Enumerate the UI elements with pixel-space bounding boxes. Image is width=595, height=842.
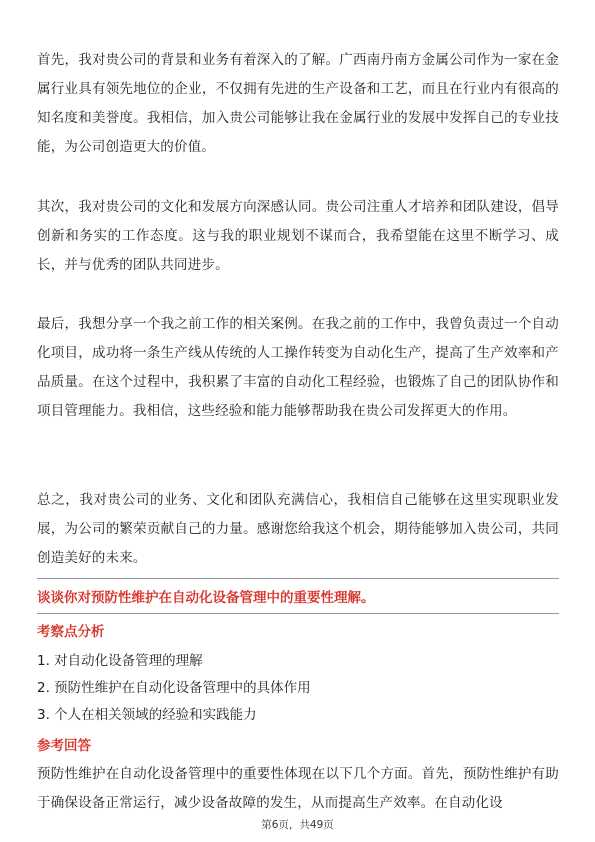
paragraph-summary: 总之，我对贵公司的业务、文化和团队充满信心，我相信自己能够在这里实现职业发展，为公司的繁荣贡献自己的力量。感谢您给我这个机会，期待能够加入贵公司，共同创造美好的未来。 (37, 492, 559, 566)
question-heading: 谈谈你对预防性维护在自动化设备管理中的重要性理解。 (37, 590, 375, 606)
paragraph-case: 最后，我想分享一个我之前工作的相关案例。在我之前的工作中，我曾负责过一个自动化项目，成功将一条生产线从传统的人工操作转变为自动化生产，提高了生产效率和产品质量。在这个过程中，我积累了丰富的自动化工程经验，也锻炼了自己的团队协作和项目管理能力。我相信，这些经验和能力能够帮助我在贵公司发挥更大的作用。 (37, 316, 559, 419)
analysis-point: 1. 对自动化设备管理的理解 (37, 653, 203, 669)
analysis-title: 考察点分析 (37, 624, 105, 640)
divider-bottom (37, 613, 559, 614)
reference-answer: 预防性维护在自动化设备管理中的重要性体现在以下几个方面。首先，预防性维护有助于确保设备正常运行，减少设备故障的发生，从而提高生产效率。在自动化设 (37, 766, 559, 811)
divider-top (37, 578, 559, 579)
analysis-point: 3. 个人在相关领域的经验和实践能力 (37, 707, 257, 723)
analysis-point: 2. 预防性维护在自动化设备管理中的具体作用 (37, 680, 311, 696)
page-number: 第6页，共49页 (261, 819, 334, 831)
paragraph-culture: 其次，我对贵公司的文化和发展方向深感认同。贵公司注重人才培养和团队建设，倡导创新和务实的工作态度。这与我的职业规划不谋而合，我希望能在这里不断学习、成长，并与优秀的团队共同进步。 (37, 199, 559, 273)
paragraph-background: 首先，我对贵公司的背景和业务有着深入的了解。广西南丹南方金属公司作为一家在金属行业具有领先地位的企业，不仅拥有先进的生产设备和工艺，而且在行业内有很高的知名度和美誉度。我相信，加入贵公司能够让我在金属行业的发展中发挥自己的专业技能，为公司创造更大的价值。 (37, 52, 559, 155)
reference-title: 参考回答 (37, 738, 91, 754)
